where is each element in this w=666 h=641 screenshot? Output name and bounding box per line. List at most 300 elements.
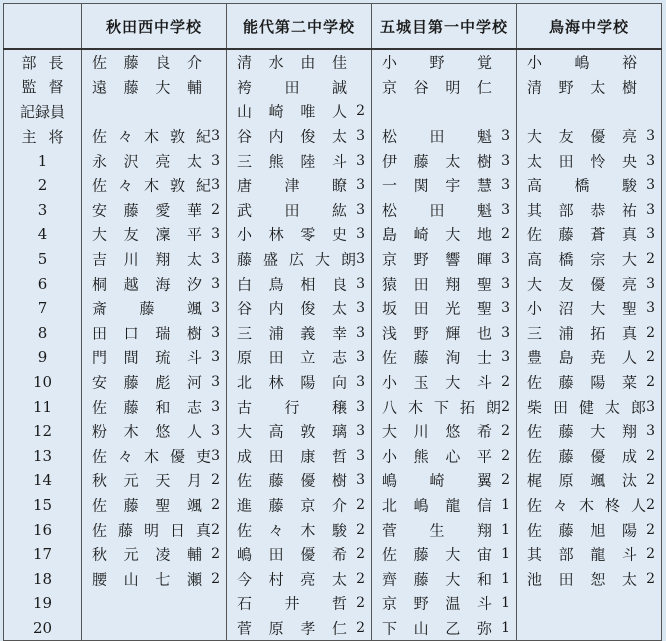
player-name: 池田恕太 [527, 570, 637, 589]
player-grade: 2 [356, 496, 365, 513]
player-cell [372, 468, 517, 493]
school-header-row [4, 4, 662, 50]
player-grade: 2 [501, 398, 510, 415]
player-cell [82, 566, 227, 591]
player-cell [517, 222, 662, 247]
player-cell [82, 345, 227, 370]
player-grade: 1 [501, 619, 510, 636]
player-grade: 2 [211, 570, 220, 587]
player-cell [517, 444, 662, 469]
player-cell [372, 271, 517, 296]
player-cell [517, 566, 662, 591]
player-grade: 3 [211, 275, 220, 292]
school-header-noshiro-daini: 能代第二中学校 [227, 4, 372, 50]
player-cell [227, 99, 372, 124]
player-grade: 3 [211, 177, 220, 194]
role-label: 13 [4, 444, 82, 469]
player-grade: 2 [646, 546, 655, 563]
player-name: 成田康哲 [237, 447, 347, 466]
player-cell [372, 419, 517, 444]
player-cell [372, 616, 517, 641]
player-name: 佐々木敦紀 [92, 127, 210, 146]
roster-body [4, 49, 662, 641]
player-grade: 2 [646, 374, 655, 391]
player-grade: 2 [211, 521, 220, 538]
player-grade: 2 [211, 201, 220, 218]
player-name: 佐藤大翔 [527, 422, 637, 441]
player-cell [82, 321, 227, 346]
player-cell [82, 296, 227, 321]
player-name: 坂田光聖 [382, 299, 492, 318]
player-name: 佐藤大宙 [382, 545, 492, 564]
player-cell [372, 591, 517, 616]
player-cell [517, 247, 662, 272]
player-grade: 3 [646, 201, 655, 218]
player-cell [372, 444, 517, 469]
player-name: 大川悠希 [382, 422, 492, 441]
player-name: 山崎唯人 [237, 102, 347, 121]
roster-row [4, 271, 662, 296]
player-grade: 3 [211, 374, 220, 391]
player-name: 秋元天月 [92, 471, 202, 490]
roster-row [4, 566, 662, 591]
player-cell [227, 296, 372, 321]
player-name: 其部龍斗 [527, 545, 637, 564]
player-grade: 2 [646, 521, 655, 538]
player-name: 松田魁 [382, 201, 492, 220]
player-grade: 3 [501, 275, 510, 292]
player-cell [227, 542, 372, 567]
player-cell [227, 49, 372, 75]
player-grade: 3 [211, 251, 220, 268]
player-grade: 3 [356, 398, 365, 415]
player-grade: 3 [211, 447, 220, 464]
player-cell [517, 173, 662, 198]
player-name: 高橋駿 [527, 176, 637, 195]
player-name: 京野響暉 [382, 250, 492, 269]
player-name: 古行穣 [237, 398, 347, 417]
player-name: 粉木悠人 [92, 422, 202, 441]
roster-row [4, 247, 662, 272]
player-grade: 3 [356, 128, 365, 145]
player-name: 佐々木敦紀 [92, 176, 210, 195]
player-cell [517, 468, 662, 493]
player-grade: 2 [646, 447, 655, 464]
player-cell [372, 148, 517, 173]
player-name: 嶋崎翼 [382, 471, 492, 490]
player-name: 大友優亮 [527, 127, 637, 146]
player-grade: 3 [646, 226, 655, 243]
player-grade: 2 [646, 570, 655, 587]
roster-row [4, 591, 662, 616]
player-name: 松田魁 [382, 127, 492, 146]
player-cell [372, 517, 517, 542]
role-label: 11 [4, 394, 82, 419]
player-name: 佐藤優樹 [237, 471, 347, 490]
role-label: 2 [4, 173, 82, 198]
player-cell [82, 148, 227, 173]
player-name: 門間琉斗 [92, 348, 202, 367]
school-header-chokai: 鳥海中学校 [517, 4, 662, 50]
player-grade: 2 [356, 546, 365, 563]
player-cell [372, 49, 517, 75]
player-name: 佐藤良介 [92, 53, 202, 72]
role-label: 19 [4, 591, 82, 616]
player-cell [372, 321, 517, 346]
player-name: 小玉大斗 [382, 373, 492, 392]
player-grade: 2 [646, 496, 655, 513]
player-name: 北嶋龍信 [382, 496, 492, 515]
player-name: 小野覚 [382, 53, 492, 72]
role-label: 6 [4, 271, 82, 296]
player-grade: 2 [646, 251, 655, 268]
player-name: 佐藤蒼真 [527, 225, 637, 244]
player-name: 吉川翔太 [92, 250, 202, 269]
roster-row [4, 124, 662, 149]
player-grade: 3 [356, 275, 365, 292]
player-name: 秋元凌輔 [92, 545, 202, 564]
player-cell [227, 616, 372, 641]
player-name: 其部恭祐 [527, 201, 637, 220]
roster-row [4, 444, 662, 469]
player-cell [372, 296, 517, 321]
player-name: 京野温斗 [382, 594, 492, 613]
player-grade: 3 [501, 251, 510, 268]
player-name: 原田立志 [237, 348, 347, 367]
player-cell [517, 345, 662, 370]
role-label: 7 [4, 296, 82, 321]
player-grade: 3 [356, 177, 365, 194]
player-grade: 2 [646, 349, 655, 366]
role-label: 8 [4, 321, 82, 346]
player-name: 安藤愛華 [92, 201, 202, 220]
role-label: 3 [4, 198, 82, 223]
roster-row [4, 173, 662, 198]
player-grade: 3 [356, 226, 365, 243]
player-grade: 3 [211, 152, 220, 169]
player-name: 小林零史 [237, 225, 347, 244]
roster-row [4, 345, 662, 370]
player-name: 安藤彪河 [92, 373, 202, 392]
player-name: 京谷明仁 [382, 78, 492, 97]
player-grade: 3 [211, 398, 220, 415]
player-name: 八木下拓朗 [382, 398, 500, 417]
player-name: 佐藤明日真 [92, 521, 210, 540]
player-name: 嶋田優希 [237, 545, 347, 564]
player-grade: 3 [356, 201, 365, 218]
player-grade: 3 [501, 300, 510, 317]
player-name: 太田怜央 [527, 152, 637, 171]
player-grade: 1 [501, 595, 510, 612]
player-grade: 3 [501, 201, 510, 218]
player-cell [82, 75, 227, 100]
roster-row [4, 542, 662, 567]
player-cell [82, 444, 227, 469]
player-cell [372, 75, 517, 100]
role-label: 15 [4, 493, 82, 518]
player-name: 佐々木優吏 [92, 447, 210, 466]
player-grade: 2 [211, 546, 220, 563]
player-name: 佐々木駿 [237, 521, 347, 540]
player-cell [82, 124, 227, 149]
player-grade: 3 [211, 300, 220, 317]
role-label: 18 [4, 566, 82, 591]
player-cell [372, 173, 517, 198]
player-cell [227, 75, 372, 100]
player-name: 豊島尭人 [527, 348, 637, 367]
player-grade: 2 [356, 595, 365, 612]
player-cell [517, 542, 662, 567]
player-cell [517, 493, 662, 518]
player-name: 三熊陸斗 [237, 152, 347, 171]
player-grade: 3 [356, 324, 365, 341]
role-label: 16 [4, 517, 82, 542]
player-grade: 1 [501, 546, 510, 563]
player-name: 小熊心平 [382, 447, 492, 466]
player-name: 藤盛広大朗 [237, 250, 355, 269]
roster-row [4, 296, 662, 321]
player-cell [227, 124, 372, 149]
school-header-akita-nishi: 秋田西中学校 [82, 4, 227, 50]
player-name: 田口瑞樹 [92, 324, 202, 343]
player-name: 一関宇慧 [382, 176, 492, 195]
player-cell [372, 99, 517, 124]
player-name: 高橋宗大 [527, 250, 637, 269]
player-cell [227, 345, 372, 370]
role-label: 部長 [4, 49, 82, 75]
player-cell [82, 591, 227, 616]
player-name: 下山乙弥 [382, 619, 492, 638]
player-name: 柴田健太郎 [527, 398, 645, 417]
player-cell [517, 148, 662, 173]
role-label: 12 [4, 419, 82, 444]
player-name: 袴田誠 [237, 78, 347, 97]
player-grade: 2 [501, 447, 510, 464]
player-name: 小沼大聖 [527, 299, 637, 318]
player-cell [227, 321, 372, 346]
player-cell [82, 370, 227, 395]
player-name: 佐藤和志 [92, 398, 202, 417]
role-label: 14 [4, 468, 82, 493]
player-grade: 2 [501, 226, 510, 243]
player-grade: 3 [646, 177, 655, 194]
role-label: 20 [4, 616, 82, 641]
player-name: 斎藤颯 [92, 299, 202, 318]
role-label: 主将 [4, 124, 82, 149]
player-grade: 3 [356, 374, 365, 391]
player-cell [82, 49, 227, 75]
player-cell [82, 198, 227, 223]
player-cell [82, 517, 227, 542]
player-name: 大友凜平 [92, 225, 202, 244]
player-cell [82, 222, 227, 247]
player-name: 浅野輝也 [382, 324, 492, 343]
player-grade: 2 [211, 496, 220, 513]
player-grade: 1 [501, 521, 510, 538]
player-cell [227, 444, 372, 469]
player-grade: 2 [356, 619, 365, 636]
player-grade: 2 [356, 521, 365, 538]
player-cell [517, 271, 662, 296]
role-label: 5 [4, 247, 82, 272]
player-grade: 2 [501, 374, 510, 391]
player-cell [82, 419, 227, 444]
player-cell [82, 99, 227, 124]
player-grade: 3 [211, 128, 220, 145]
roster-row [4, 222, 662, 247]
roster-row [4, 419, 662, 444]
player-cell [372, 345, 517, 370]
roster-row [4, 370, 662, 395]
player-cell [517, 296, 662, 321]
player-cell [227, 222, 372, 247]
player-grade: 2 [211, 472, 220, 489]
player-name: 武田紘 [237, 201, 347, 220]
player-name: 北林陽向 [237, 373, 347, 392]
player-name: 大友優亮 [527, 275, 637, 294]
player-cell [517, 99, 662, 124]
player-name: 菅生翔 [382, 521, 492, 540]
player-grade: 1 [501, 570, 510, 587]
player-grade: 3 [646, 275, 655, 292]
roster-table [3, 3, 662, 641]
player-grade: 3 [646, 398, 655, 415]
player-grade: 1 [501, 496, 510, 513]
player-cell [227, 493, 372, 518]
player-cell [517, 394, 662, 419]
player-cell [372, 124, 517, 149]
roster-row [4, 321, 662, 346]
player-cell [82, 542, 227, 567]
player-name: 唐津瞭 [237, 176, 347, 195]
player-grade: 2 [501, 423, 510, 440]
role-label: 監督 [4, 75, 82, 100]
player-cell [517, 517, 662, 542]
player-cell [82, 173, 227, 198]
player-name: 伊藤太樹 [382, 152, 492, 171]
player-grade: 2 [646, 324, 655, 341]
player-cell [82, 247, 227, 272]
player-cell [517, 75, 662, 100]
role-label: 記録員 [4, 99, 82, 124]
player-cell [372, 247, 517, 272]
player-cell [372, 370, 517, 395]
player-cell [372, 493, 517, 518]
player-name: 齊藤大和 [382, 570, 492, 589]
roster-row [4, 394, 662, 419]
player-grade: 3 [646, 152, 655, 169]
player-grade: 3 [501, 152, 510, 169]
player-grade: 3 [356, 152, 365, 169]
player-cell [372, 222, 517, 247]
player-grade: 3 [501, 349, 510, 366]
role-label: 4 [4, 222, 82, 247]
player-name: 梶原颯汰 [527, 471, 637, 490]
roster-row [4, 49, 662, 75]
player-name: 永沢亮太 [92, 152, 202, 171]
player-name: 佐々木柊人 [527, 496, 645, 515]
player-grade: 3 [646, 128, 655, 145]
player-name: 清水由佳 [237, 53, 347, 72]
player-name: 佐藤旭陽 [527, 521, 637, 540]
roster-row [4, 468, 662, 493]
player-cell [517, 321, 662, 346]
player-cell [227, 247, 372, 272]
player-cell [227, 148, 372, 173]
player-grade: 2 [646, 472, 655, 489]
player-grade: 3 [356, 472, 365, 489]
player-cell [227, 394, 372, 419]
role-label: 17 [4, 542, 82, 567]
player-name: 腰山七瀬 [92, 570, 202, 589]
player-name: 石井哲 [237, 594, 347, 613]
player-name: 大高敦璃 [237, 422, 347, 441]
player-cell [227, 566, 372, 591]
player-grade: 3 [211, 324, 220, 341]
player-cell [82, 394, 227, 419]
player-name: 今村亮太 [237, 570, 347, 589]
role-label: 10 [4, 370, 82, 395]
player-cell [517, 124, 662, 149]
player-name: 遠藤大輔 [92, 78, 202, 97]
player-cell [82, 468, 227, 493]
roster-row [4, 493, 662, 518]
player-cell [227, 517, 372, 542]
player-name: 島崎大地 [382, 225, 492, 244]
player-cell [227, 370, 372, 395]
player-cell [227, 198, 372, 223]
roster-row [4, 198, 662, 223]
player-name: 猿田翔聖 [382, 275, 492, 294]
player-name: 清野太樹 [527, 78, 637, 97]
player-grade: 2 [356, 103, 365, 120]
player-cell [517, 198, 662, 223]
player-grade: 2 [501, 472, 510, 489]
player-name: 桐越海汐 [92, 275, 202, 294]
player-cell [372, 394, 517, 419]
player-name: 三浦拓真 [527, 324, 637, 343]
player-cell [517, 591, 662, 616]
player-grade: 3 [501, 177, 510, 194]
player-name: 菅原孝仁 [237, 619, 347, 638]
player-name: 佐藤陽菜 [527, 373, 637, 392]
player-name: 三浦義幸 [237, 324, 347, 343]
player-name: 谷内俊太 [237, 299, 347, 318]
player-grade: 3 [211, 423, 220, 440]
player-cell [517, 49, 662, 75]
player-grade: 3 [501, 324, 510, 341]
player-name: 進藤京介 [237, 496, 347, 515]
player-grade: 2 [356, 570, 365, 587]
player-grade: 3 [646, 300, 655, 317]
player-grade: 3 [356, 349, 365, 366]
player-cell [517, 616, 662, 641]
player-grade: 3 [356, 300, 365, 317]
player-grade: 3 [356, 423, 365, 440]
player-grade: 3 [646, 423, 655, 440]
roster-row [4, 75, 662, 100]
school-header-gojome-daiichi: 五城目第一中学校 [372, 4, 517, 50]
player-grade: 3 [356, 251, 365, 268]
player-cell [372, 198, 517, 223]
roster-row [4, 148, 662, 173]
player-name: 谷内俊太 [237, 127, 347, 146]
role-header-cell [4, 4, 82, 50]
player-cell [227, 591, 372, 616]
player-name: 小嶋裕 [527, 53, 637, 72]
player-cell [372, 566, 517, 591]
player-cell [227, 419, 372, 444]
